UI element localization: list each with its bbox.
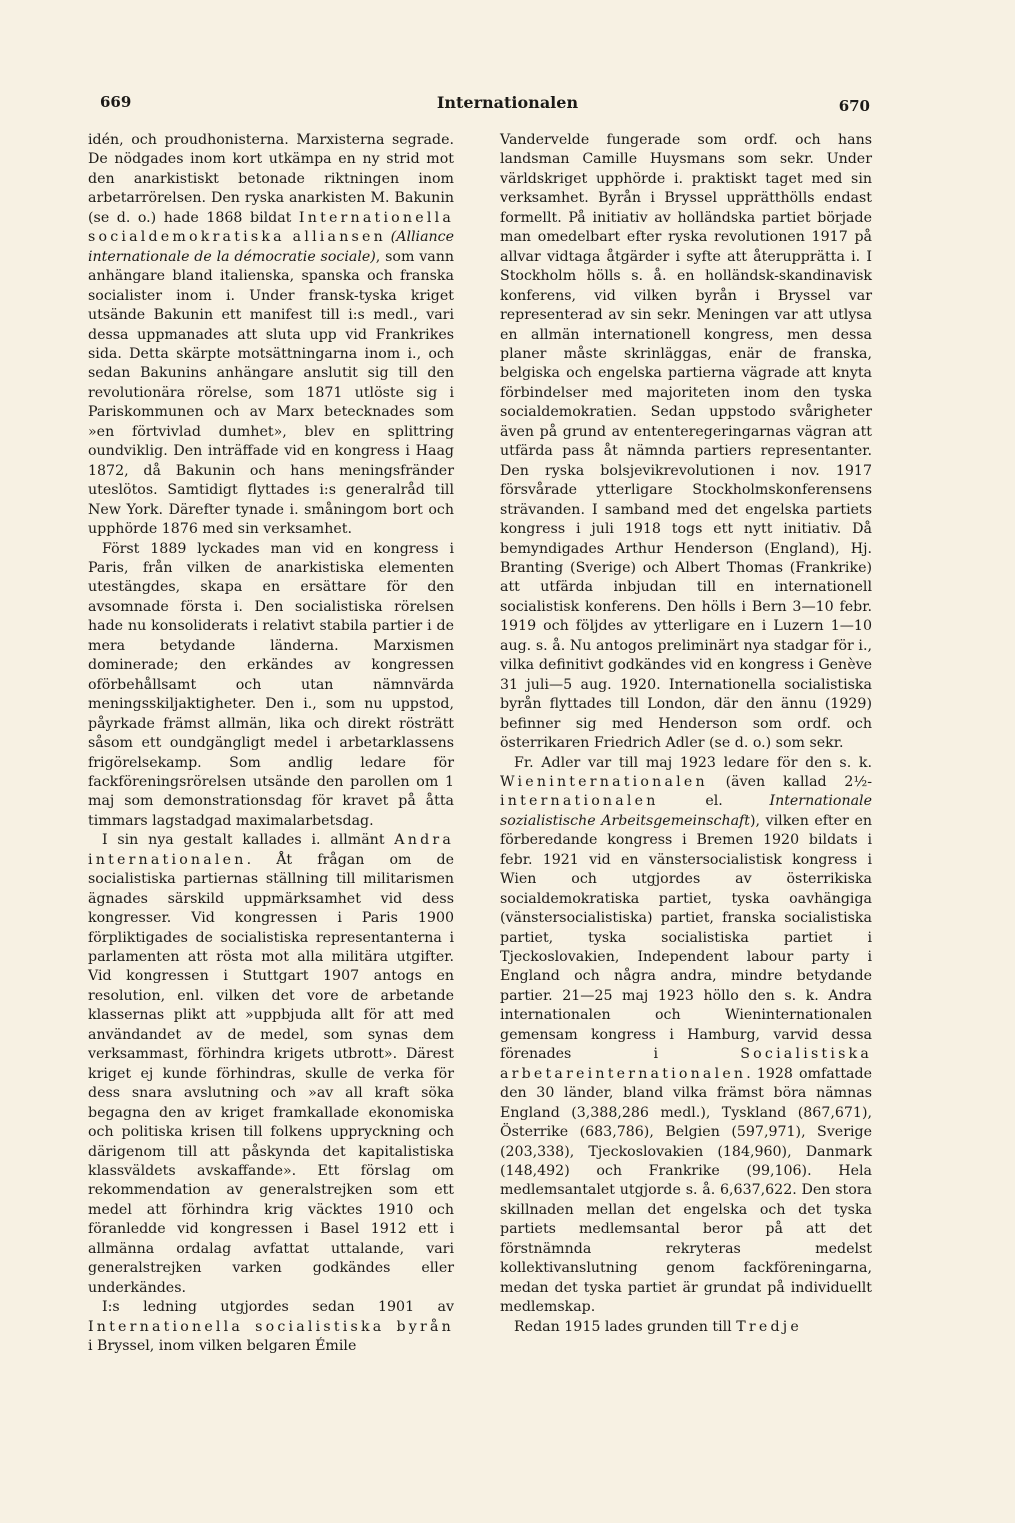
text-span: I:s ledning utgjordes sedan 1901 av — [102, 1299, 454, 1316]
spaced-term: internationalen — [500, 793, 659, 810]
paragraph — [88, 831, 454, 1298]
spaced-term: Internationella socialistiska byrån — [88, 1318, 454, 1335]
text-span: ), vilken efter en förberedande kongress i Bremen 1920 bildats i febr. 1921 vid en vänstersocialistisk kongress i Wien och utgjordes av österrikiska socialdemokratiska partiet, tyska oavhängiga (vänstersocialistiska) partiet, franska socialistiska partiet, tyska socialistiska partiet i Tjeckoslovakien, Independent labour party i England och några andra, mindre betydande partier. 21—25 maj 1923 höllo den s. k. Andra internationalen och Wieninternationalen gemensam kongress i Hamburg, varvid dessa förenades i — [500, 812, 872, 1063]
paragraph — [88, 1298, 454, 1356]
spaced-term: Tredje — [736, 1318, 802, 1335]
running-title: Internationalen — [436, 93, 579, 112]
paragraph: Först 1889 lyckades man vid en kongress i Paris, från vilken de anarkistiska elementen utestängdes, skapa en ersättare för den avsomnade första i. Den socialistiska rörelsen hade nu konsoliderats i relativt stabila partier i de mera betydande länderna. Marxismen dominerade; den erkändes av kongressen oförbehållsamt och utan nämnvärda meningsskiljaktigheter. Den i., som nu uppstod, påyrkade främst allmän, lika och direkt rösträtt såsom ett oundgängligt medel i arbetarklassens frigörelsekamp. Som andlig ledare för fackföreningsrörelsen utsände den parollen om 1 maj som demonstrationsdag för kravet på åtta timmars lagstadgad maximalarbetsdag. — [88, 540, 454, 829]
text-span: Redan 1915 lades grunden till — [514, 1318, 737, 1335]
spaced-term: Internationella socialdemokratiska alliansen — [88, 209, 454, 246]
spaced-term: Wieninternationalen — [500, 773, 708, 790]
left-column — [88, 131, 454, 1357]
text-span: , som vann anhängare bland italienska, spanska och franska socialister inom i. Under fransk-tyska kriget utsände Bakunin ett manifest till i:s medl., vari dessa uppmanades att sluta upp vid Frankrikes sida. Detta skärpte motsättningarna inom i., och sedan Bakunins anhängare anslutit sig till den revolutionära rörelse, som 1871 utlöste sig i Pariskommunen och av Marx betecknades som »en förtvivlad dumhet», blev en splittring oundviklig. Den inträffade vid en kongress i Haag 1872, då Bakunin och hans meningsfränder uteslötos. Samtidigt flyttades i:s generalråd till New York. Därefter tynade i. småningom bort och upphörde 1876 med sin verksamhet. — [88, 248, 454, 538]
text-span: . 1928 omfattade den 30 länder, bland vilka främst böra nämnas England (3,388,286 medl.), Tyskland (867,671), Österrike (683,786), Belgien (597,971), Sverige (203,338), Tjeckoslovakien (184,960), Danmark (148,492) och Frankrike (99,106). Hela medlemsantalet utgjorde s. å. 6,637,622. Den stora skillnaden mellan det engelska och det tyska partiets medlemsantal beror på att det förstnämnda rekryteras medelst kollektivanslutning genom fackföreningarna, medan det tyska partiet är grundat på individuellt medlemskap. — [500, 1065, 872, 1316]
right-column — [500, 131, 872, 1337]
spaced-term: Socialistiska arbetareinternationalen — [500, 1046, 872, 1082]
italic-term: (Alliance internationale de la démocratie sociale) — [88, 229, 455, 265]
text-span: (även kallad 2½- — [707, 773, 872, 790]
text-span: I sin nya gestalt kallades i. allmänt — [102, 832, 395, 849]
paragraph: Vandervelde fungerade som ordf. och hans landsman Camille Huysmans som sekr. Under världskriget upphörde i. praktiskt taget med sin verksamhet. Byrån i Bryssel upprätthölls endast formellt. På initiativ av holländska partiet började man omedelbart efter ryska revolutionen 1917 på allvar vidtaga åtgärder i syfte att återupprätta i. I Stockholm hölls s. å. en holländsk-skandinavisk konferens, vid vilken byrån i Bryssel var representerad av sin sekr. Meningen var att utlysa en allmän internationell kongress, men dessa planer måste skrinläggas, enär de franska, belgiska och engelska partierna vägrade att knyta förbindelser med majoriteten inom den tyska socialdemokratien. Sedan uppstodo svårigheter även på grund av ententeregeringarnas vägran att utfärda pass åt nämnda partiers representanter. Den ryska bolsjevikrevolutionen i nov. 1917 försvårade ytterligare Stockholmskonferensens strävanden. I samband med det engelska partiets kongress i juli 1918 togs ett nytt initiativ. Då bemyndigades Arthur Henderson (England), Hj. Branting (Sverige) och Albert Thomas (Frankrike) att utfärda inbjudan till en internationell socialistisk konferens. Den hölls i Bern 3—10 febr. 1919 och följdes av ytterligare en i Luzern 1—10 aug. s. å. Nu antogos preliminärt nya stadgar för i., vilka definitivt godkändes vid en kongress i Genève 31 juli—5 aug. 1920. Internationella socialistiska byrån flyttades till London, där den ännu (1929) befinner sig med Henderson som ordf. och österrikaren Friedrich Adler (se d. o.) som sekr. — [500, 132, 872, 752]
page-number-left: 669 — [100, 93, 132, 111]
page-number-right: 670 — [838, 97, 870, 115]
spaced-term: Andra internationalen — [88, 832, 454, 868]
text-span: idén, och proudhonisterna. Marxisterna segrade. De nödgades inom kort utkämpa en ny strid mot den anarkistiskt betonade riktningen inom arbetarrörelsen. Den ryska anarkisten M. Bakunin (se d. o.) hade 1868 bildat — [88, 132, 454, 226]
text-span: i Bryssel, inom vilken belgaren Émile — [88, 1338, 357, 1355]
text-span: Fr. Adler var till maj 1923 ledare för den s. k. — [514, 754, 872, 771]
paragraph — [88, 131, 454, 540]
italic-term: Internationale sozialistische Arbeitsgemeinschaft — [500, 793, 872, 829]
text-span: el. — [658, 793, 770, 810]
paragraph — [500, 1318, 872, 1337]
text-span: . Åt frågan om de socialistiska partiernas ställning till militarismen ägnades särskild uppmärksamhet vid dess kongresser. Vid kongressen i Paris 1900 förpliktigades de socialistiska representanterna i parlamenten att rösta mot alla militära utgifter. Vid kongressen i Stuttgart 1907 antogs en resolution, enl. vilken det vore de arbetande klassernas plikt att »uppbjuda allt för att med användandet av de medel, som synas dem verksammast, förhindra krigets utbrott». Därest kriget ej kunde förhindras, skulle de verka för dess snara avslutning och »av all kraft söka begagna den av kriget framkallade ekonomiska och politiska krisen till folkens uppryckning och därigenom till att påskynda det kapitalistiska klassväldets avskaffande». Ett förslag om rekommendation av generalstrejken som ett medel att förhindra krig väcktes 1910 och föranledde vid kongressen i Basel 1912 ett i allmänna ordalag avfattat uttalande, vari generalstrejken varken godkändes eller underkändes. — [88, 851, 454, 1296]
paragraph — [500, 754, 872, 1318]
